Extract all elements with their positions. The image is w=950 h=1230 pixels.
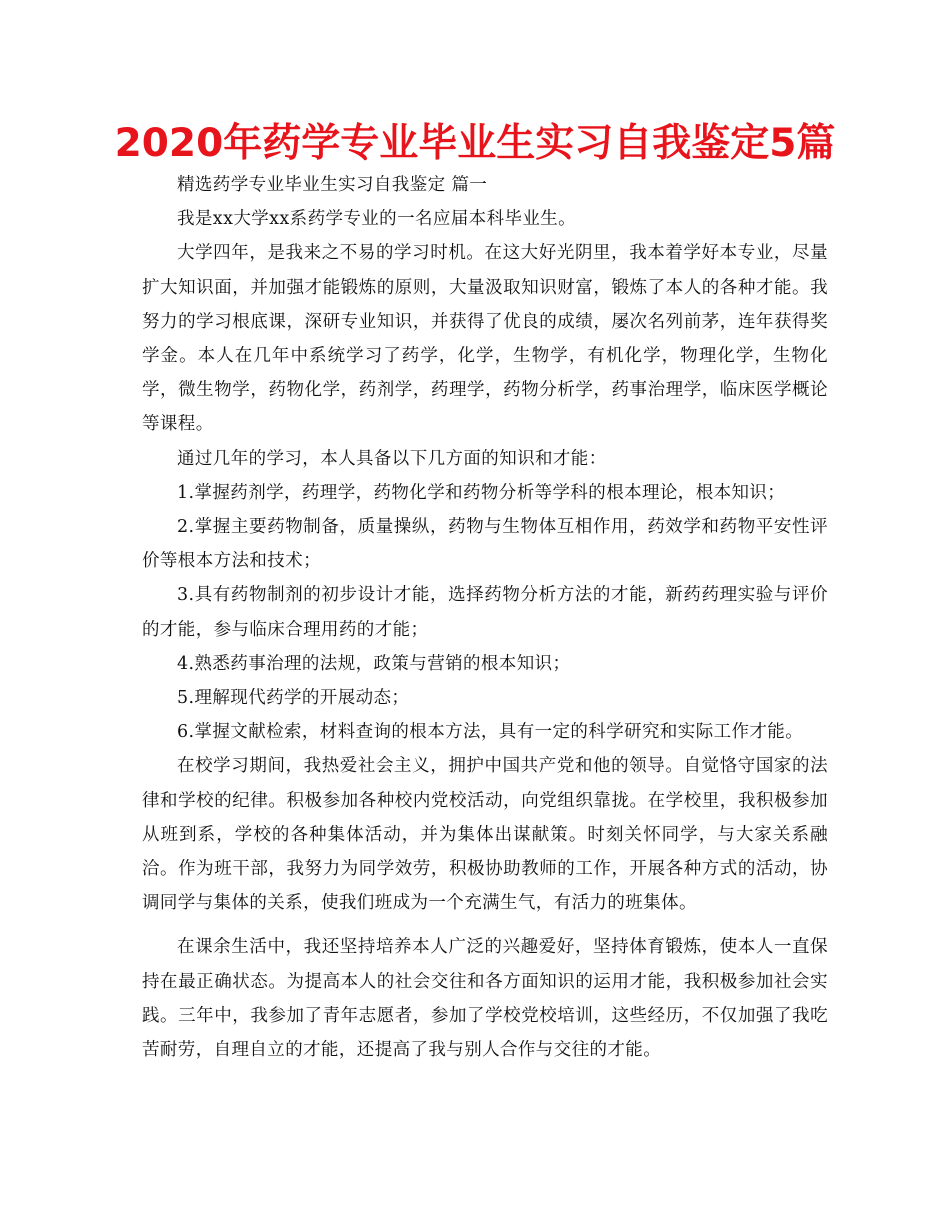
- list-item-5: 5.理解现代药学的开展动态；: [177, 688, 410, 709]
- paragraph-extracurricular: 在课余生活中，我还坚持培养本人广泛的兴趣爱好，坚持体育锻炼，使本人一直保持在最正确状态。为提高本人的社会交往和各方面知识的运用才能，我积极参加社会实践。三年中，我参加了青年志愿者，参加了学校党校培训，这些经历，不仅加强了我吃苦耐劳，自理自立的才能，还提高了我与别人合作与交往的才能。: [142, 937, 828, 1061]
- paragraph-intro: 我是xx大学xx系药学专业的一名应届本科毕业生。: [177, 209, 577, 230]
- paragraph-study: 大学四年，是我来之不易的学习时机。在这大好光阴里，我本着学好本专业，尽量扩大知识面，并加强才能锻炼的原则，大量汲取知识财富，锻炼了本人的各种才能。我努力的学习根底课，深研专业知识，并获得了优良的成绩，屡次名列前茅，连年获得奖学金。本人在几年中系统学习了药学，化学，生物学，有机化学，物理化学，生物化学，微生物学，药物化学，药剂学，药理学，药物分析学，药事治理学，临床医学概论等课程。: [142, 243, 828, 435]
- section-heading: 精选药学专业毕业生实习自我鉴定 篇一: [177, 175, 488, 195]
- document-title: 2020年药学专业毕业生实习自我鉴定5篇: [114, 121, 836, 166]
- list-item-6: 6.掌握文献检索，材料查询的根本方法，具有一定的科学研究和实际工作才能。: [177, 722, 804, 743]
- list-item-3: 3.具有药物制剂的初步设计才能，选择药物分析方法的才能，新药药理实验与评价的才能，参与临床合理用药的才能；: [142, 585, 828, 640]
- list-item-1: 1.掌握药剂学，药理学，药物化学和药物分析等学科的根本理论，根本知识；: [177, 482, 786, 503]
- document-body: [142, 168, 828, 1067]
- paragraph-campus-life: 在校学习期间，我热爱社会主义，拥护中国共产党和他的领导。自觉恪守国家的法律和学校的纪律。积极参加各种校内党校活动，向党组织靠拢。在学校里，我积极参加从班到系，学校的各种集体活动，并为集体出谋献策。时刻关怀同学，与大家关系融洽。作为班干部，我努力为同学效劳，积极协助教师的工作，开展各种方式的活动，协调同学与集体的关系，使我们班成为一个充满生气，有活力的班集体。: [142, 756, 828, 914]
- list-item-4: 4.熟悉药事治理的法规，政策与营销的根本知识；: [177, 653, 571, 674]
- paragraph-abilities-lead: 通过几年的学习，本人具备以下几方面的知识和才能：: [177, 448, 607, 469]
- list-item-2: 2.掌握主要药物制备，质量操纵，药物与生物体互相作用，药效学和药物平安性评价等根本方法和技术；: [142, 517, 828, 572]
